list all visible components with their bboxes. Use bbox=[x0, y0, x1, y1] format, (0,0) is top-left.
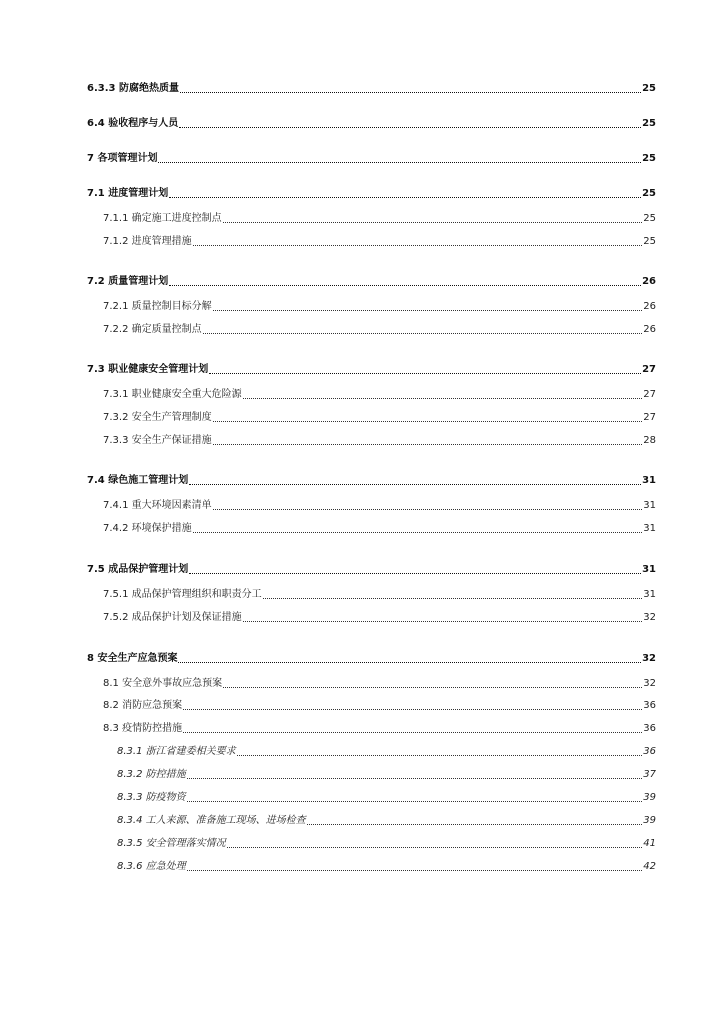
toc-entry-page: 25 bbox=[643, 236, 656, 247]
toc-leader-dots bbox=[209, 373, 641, 374]
toc-entry[interactable] bbox=[0, 810, 724, 828]
toc-leader-dots bbox=[180, 92, 641, 93]
toc-entry-label: 8.1 安全意外事故应急预案 bbox=[103, 678, 223, 689]
toc-entry-label: 7.5.1 成品保护管理组织和职责分工 bbox=[103, 589, 262, 600]
toc-leader-dots bbox=[243, 621, 643, 622]
toc-entry-page: 26 bbox=[643, 324, 656, 335]
toc-leader-dots bbox=[189, 573, 641, 574]
toc-entry-label: 7.4.1 重大环境因素清单 bbox=[103, 500, 212, 511]
toc-leader-dots bbox=[169, 197, 641, 198]
toc-entry-label: 8.3.5 安全管理落实情况 bbox=[117, 838, 226, 849]
toc-leader-dots bbox=[178, 662, 641, 663]
toc-entry[interactable] bbox=[0, 764, 724, 782]
toc-entry-page: 39 bbox=[643, 815, 656, 826]
toc-entry-page: 28 bbox=[643, 435, 656, 446]
toc-entry[interactable] bbox=[0, 296, 724, 314]
toc-leader-dots bbox=[193, 245, 643, 246]
toc-entry[interactable] bbox=[0, 208, 724, 226]
toc-entry-label: 8.3.3 防疫物资 bbox=[117, 792, 186, 803]
toc-entry-label: 8 安全生产应急预案 bbox=[87, 653, 178, 664]
toc-entry-page: 31 bbox=[643, 500, 656, 511]
toc-entry[interactable] bbox=[0, 695, 724, 713]
toc-entry-label: 7.5 成品保护管理计划 bbox=[87, 564, 189, 575]
toc-leader-dots bbox=[213, 509, 643, 510]
toc-entry-page: 42 bbox=[643, 861, 656, 872]
toc-entry-page: 25 bbox=[642, 83, 656, 94]
toc-entry-label: 7.3.3 安全生产保证措施 bbox=[103, 435, 212, 446]
toc-leader-dots bbox=[227, 847, 643, 848]
toc-entry-page: 37 bbox=[643, 769, 656, 780]
toc-entry[interactable] bbox=[0, 495, 724, 513]
toc-entry-label: 6.3.3 防腐绝热质量 bbox=[87, 83, 179, 94]
toc-leader-dots bbox=[169, 285, 641, 286]
toc-leader-dots bbox=[158, 162, 641, 163]
toc-entry[interactable] bbox=[0, 718, 724, 736]
toc-entry-label: 8.3 疫情防控措施 bbox=[103, 723, 183, 734]
toc-entry-label: 8.3.6 应急处理 bbox=[117, 861, 186, 872]
toc-entry[interactable] bbox=[0, 148, 724, 166]
toc-leader-dots bbox=[213, 310, 643, 311]
toc-entry-label: 7.2.2 确定质量控制点 bbox=[103, 324, 202, 335]
toc-entry-label: 7.4.2 环境保护措施 bbox=[103, 523, 192, 534]
toc-entry-page: 25 bbox=[643, 213, 656, 224]
toc-entry[interactable] bbox=[0, 787, 724, 805]
toc-entry-page: 25 bbox=[642, 118, 656, 129]
toc-entry-label: 8.3.1 浙江省建委相关要求 bbox=[117, 746, 236, 757]
toc-entry-label: 7.3.2 安全生产管理制度 bbox=[103, 412, 212, 423]
toc-entry-label: 7.2.1 质量控制目标分解 bbox=[103, 301, 212, 312]
toc-entry-label: 7.1.1 确定施工进度控制点 bbox=[103, 213, 222, 224]
toc-entry-label: 8.2 消防应急预案 bbox=[103, 700, 183, 711]
toc-entry-page: 26 bbox=[643, 301, 656, 312]
toc-leader-dots bbox=[263, 598, 643, 599]
toc-entry[interactable] bbox=[0, 673, 724, 691]
toc-entry-label: 7.3 职业健康安全管理计划 bbox=[87, 364, 209, 375]
toc-entry[interactable] bbox=[0, 78, 724, 96]
toc-entry-page: 41 bbox=[643, 838, 656, 849]
toc-leader-dots bbox=[223, 222, 643, 223]
toc-entry-label: 7.1 进度管理计划 bbox=[87, 188, 169, 199]
toc-entry[interactable] bbox=[0, 407, 724, 425]
toc-entry[interactable] bbox=[0, 384, 724, 402]
toc-leader-dots bbox=[187, 870, 643, 871]
toc-entry-label: 7.5.2 成品保护计划及保证措施 bbox=[103, 612, 242, 623]
toc-entry-page: 27 bbox=[643, 412, 656, 423]
toc-entry-page: 32 bbox=[642, 653, 656, 664]
toc-entry-label: 7.1.2 进度管理措施 bbox=[103, 236, 192, 247]
toc-entry-page: 36 bbox=[643, 723, 656, 734]
toc-entry[interactable] bbox=[0, 113, 724, 131]
toc-leader-dots bbox=[237, 755, 643, 756]
toc-entry-page: 32 bbox=[643, 612, 656, 623]
toc-entry-label: 8.3.4 工人来源、准备施工现场、进场检查 bbox=[117, 815, 306, 826]
toc-entry-page: 39 bbox=[643, 792, 656, 803]
toc-entry-page: 27 bbox=[642, 364, 656, 375]
toc-entry[interactable] bbox=[0, 856, 724, 874]
toc-leader-dots bbox=[193, 532, 643, 533]
toc-entry-label: 7 各项管理计划 bbox=[87, 153, 158, 164]
toc-entry[interactable] bbox=[0, 430, 724, 448]
toc-entry-page: 36 bbox=[643, 700, 656, 711]
toc-leader-dots bbox=[183, 732, 642, 733]
toc-entry-page: 26 bbox=[642, 276, 656, 287]
toc-entry-label: 7.3.1 职业健康安全重大危险源 bbox=[103, 389, 242, 400]
toc-leader-dots bbox=[307, 824, 643, 825]
toc-entry-page: 36 bbox=[643, 746, 656, 757]
toc-leader-dots bbox=[183, 709, 642, 710]
toc-entry[interactable] bbox=[0, 470, 724, 488]
toc-entry-page: 31 bbox=[642, 475, 656, 486]
toc-entry-page: 25 bbox=[642, 188, 656, 199]
toc-entry-page: 25 bbox=[642, 153, 656, 164]
toc-entry[interactable] bbox=[0, 231, 724, 249]
toc-leader-dots bbox=[187, 801, 643, 802]
toc-entry-page: 32 bbox=[643, 678, 656, 689]
toc-leader-dots bbox=[189, 484, 641, 485]
toc-entry[interactable] bbox=[0, 741, 724, 759]
toc-entry[interactable] bbox=[0, 359, 724, 377]
toc-entry-label: 8.3.2 防控措施 bbox=[117, 769, 186, 780]
toc-entry-page: 31 bbox=[643, 589, 656, 600]
toc-entry[interactable] bbox=[0, 183, 724, 201]
toc-entry-label: 6.4 验收程序与人员 bbox=[87, 118, 179, 129]
toc-entry[interactable] bbox=[0, 319, 724, 337]
toc-entry[interactable] bbox=[0, 271, 724, 289]
toc-leader-dots bbox=[179, 127, 641, 128]
toc-leader-dots bbox=[243, 398, 643, 399]
toc-entry[interactable] bbox=[0, 648, 724, 666]
toc-entry-page: 31 bbox=[643, 523, 656, 534]
toc-entry[interactable] bbox=[0, 559, 724, 577]
toc-entry-label: 7.2 质量管理计划 bbox=[87, 276, 169, 287]
toc-leader-dots bbox=[213, 421, 643, 422]
toc-entry[interactable] bbox=[0, 833, 724, 851]
toc-entry-page: 27 bbox=[643, 389, 656, 400]
toc-entry[interactable] bbox=[0, 607, 724, 625]
toc-leader-dots bbox=[213, 444, 643, 445]
toc-entry[interactable] bbox=[0, 584, 724, 602]
toc-leader-dots bbox=[187, 778, 643, 779]
toc-entry[interactable] bbox=[0, 518, 724, 536]
toc-leader-dots bbox=[203, 333, 643, 334]
toc-entry-label: 7.4 绿色施工管理计划 bbox=[87, 475, 189, 486]
toc-entry-page: 31 bbox=[642, 564, 656, 575]
toc-leader-dots bbox=[223, 687, 642, 688]
